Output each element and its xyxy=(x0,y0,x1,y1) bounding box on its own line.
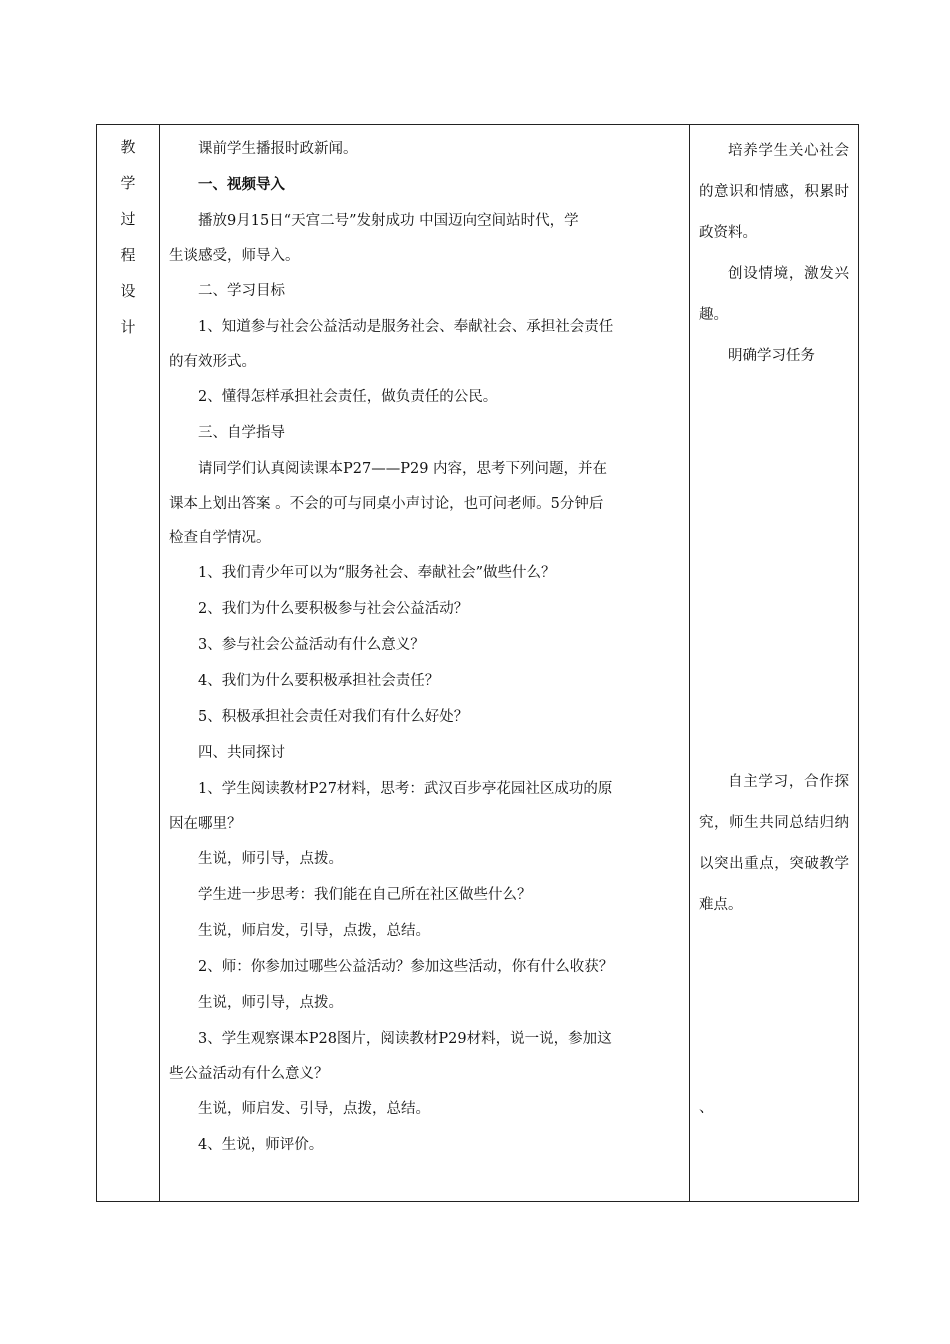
note-text: 创设情境，激发兴趣。 xyxy=(699,266,849,323)
discussion-item: 生说，师引导，点拨。 xyxy=(198,995,343,1011)
discussion-item: 4、生说，师评价。 xyxy=(198,1137,324,1153)
spacer xyxy=(699,377,849,762)
question-item: 3、参与社会公益活动有什么意义？ xyxy=(198,637,425,653)
section-label-cell xyxy=(97,125,160,1202)
intro-line: 课前学生播报时政新闻。 xyxy=(198,141,358,157)
question-item: 5、积极承担社会责任对我们有什么好处？ xyxy=(198,709,469,725)
paragraph-line: 播放9月15日“天宫二号”发射成功 中国迈向空间站时代，学 xyxy=(198,213,579,229)
vertical-section-label xyxy=(97,125,159,345)
label-char: 教 xyxy=(120,138,136,156)
label-char: 计 xyxy=(120,318,136,336)
paragraph-line: 请同学们认真阅读课本P27——P29 内容，思考下列问题，并在 xyxy=(198,461,608,477)
question-item: 4、我们为什么要积极承担社会责任？ xyxy=(198,673,440,689)
discussion-item: 3、学生观察课本P28图片，阅读教材P29材料，说一说，参加这 xyxy=(198,1031,612,1047)
note-mark: 、 xyxy=(699,1100,714,1116)
discussion-item: 生说，师引导，点拨。 xyxy=(198,851,343,867)
goal-item: 1、知道参与社会公益活动是服务社会、奉献社会、承担社会责任 xyxy=(198,319,614,335)
design-notes-cell xyxy=(690,125,859,1202)
note-text: 自主学习，合作探究，师生共同总结归纳以突出重点，突破教学难点。 xyxy=(699,774,849,913)
design-notes-content xyxy=(690,125,858,1129)
paragraph-line: 生谈感受，师导入。 xyxy=(169,248,300,264)
section-heading-self-study: 三、自学指导 xyxy=(198,425,285,441)
teaching-process-content xyxy=(160,125,689,1163)
goal-item: 2、懂得怎样承担社会责任，做负责任的公民。 xyxy=(198,389,498,405)
question-item: 2、我们为什么要积极参与社会公益活动？ xyxy=(198,601,469,617)
discussion-item: 1、学生阅读教材P27材料，思考：武汉百步亭花园社区成功的原 xyxy=(198,781,613,797)
goal-item-cont: 的有效形式。 xyxy=(169,354,256,370)
paragraph-line: 课本上划出答案 。不会的可与同桌小声讨论，也可问老师。5分钟后 xyxy=(169,496,604,512)
teaching-process-cell xyxy=(160,125,690,1202)
note-text: 培养学生关心社会的意识和情感，积累时政资料。 xyxy=(699,143,849,241)
discussion-item: 生说，师启发、引导，点拨，总结。 xyxy=(198,1101,430,1117)
section-heading-discussion: 四、共同探讨 xyxy=(198,745,285,761)
note-text: 明确学习任务 xyxy=(728,348,815,364)
question-item: 1、我们青少年可以为“服务社会、奉献社会”做些什么？ xyxy=(198,565,556,581)
label-char: 设 xyxy=(120,282,136,300)
discussion-item: 2、师：你参加过哪些公益活动？参加这些活动，你有什么收获？ xyxy=(198,959,614,975)
section-heading-video xyxy=(169,167,681,203)
spacer xyxy=(699,926,849,1088)
discussion-item-cont: 些公益活动有什么意义？ xyxy=(169,1066,329,1082)
discussion-item: 学生进一步思考：我们能在自己所在社区做些什么？ xyxy=(198,887,532,903)
label-char: 程 xyxy=(120,246,136,264)
table-row xyxy=(97,125,859,1202)
discussion-item-cont: 因在哪里？ xyxy=(169,816,242,832)
label-char: 过 xyxy=(120,210,136,228)
section-heading-text: 一、视频导入 xyxy=(198,176,285,193)
section-heading-goals: 二、学习目标 xyxy=(198,283,285,299)
label-char: 学 xyxy=(120,174,136,192)
discussion-item: 生说，师启发，引导，点拨，总结。 xyxy=(198,923,430,939)
paragraph-line: 检查自学情况。 xyxy=(169,530,271,546)
lesson-plan-table xyxy=(96,124,859,1202)
